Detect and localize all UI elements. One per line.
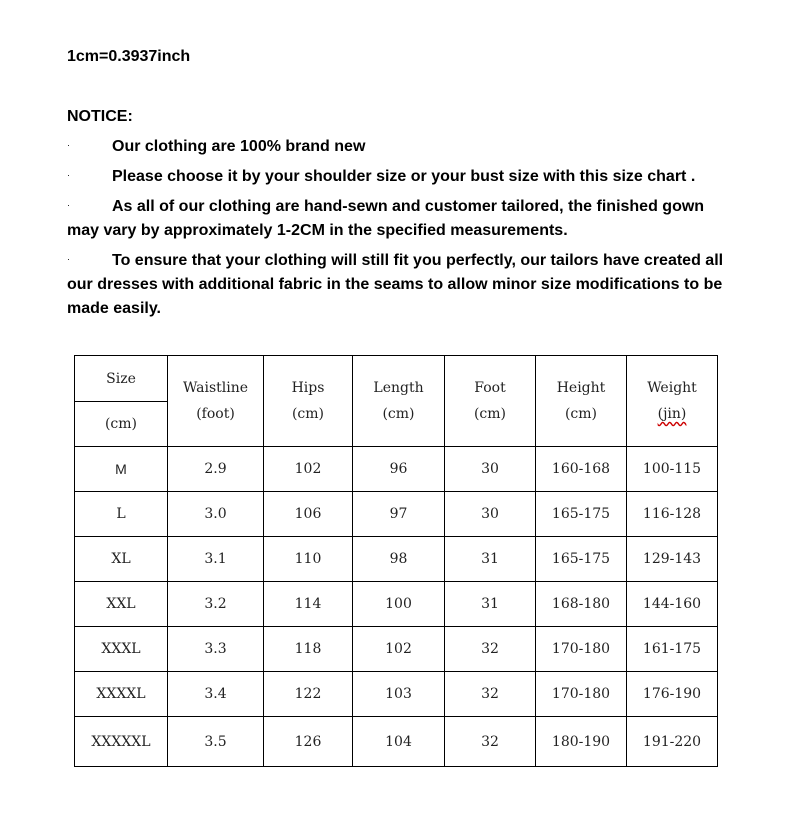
waistline-cell: 3.1 — [168, 537, 264, 582]
height-cell: 170-180 — [536, 627, 627, 672]
foot-cell: 32 — [445, 717, 536, 767]
header-label: Length — [373, 380, 424, 396]
height-cell: 165-175 — [536, 537, 627, 582]
hips-cell: 106 — [264, 492, 353, 537]
header-unit: (cm) — [291, 406, 325, 422]
size-cell: M — [75, 447, 168, 492]
bullet-mark: · — [67, 170, 70, 180]
notice-item — [67, 249, 732, 321]
weight-cell: 191-220 — [627, 717, 718, 767]
notice-item — [67, 135, 732, 159]
height-cell: 180-190 — [536, 717, 627, 767]
hips-cell: 126 — [264, 717, 353, 767]
bullet-mark: · — [67, 254, 70, 264]
foot-cell: 30 — [445, 447, 536, 492]
foot-cell: 31 — [445, 582, 536, 627]
length-cell: 100 — [353, 582, 445, 627]
table-row — [75, 537, 718, 582]
length-cell: 96 — [353, 447, 445, 492]
hips-cell: 110 — [264, 537, 353, 582]
weight-cell: 161-175 — [627, 627, 718, 672]
notice-item-text: Please choose it by your shoulder size or your bust size with this size chart . — [112, 168, 696, 185]
table-row — [75, 447, 718, 492]
header-label: Weight — [647, 380, 697, 396]
waistline-cell: 3.3 — [168, 627, 264, 672]
waistline-cell: 3.2 — [168, 582, 264, 627]
height-cell: 170-180 — [536, 672, 627, 717]
header-weight — [627, 356, 718, 447]
notice-item-text: Our clothing are 100% brand new — [112, 138, 366, 155]
notice-item — [67, 165, 732, 189]
notice-item-text: To ensure that your clothing will still fit you perfectly, our tailors have created all our dresses with additional fabric in the seams to allow minor size modifications to be made easily. — [67, 252, 724, 317]
header-label: Hips — [291, 380, 325, 396]
notice-heading: NOTICE: — [67, 108, 133, 125]
table-row — [75, 717, 718, 767]
foot-cell: 31 — [445, 537, 536, 582]
table-row — [75, 492, 718, 537]
length-cell: 97 — [353, 492, 445, 537]
size-cell: L — [75, 492, 168, 537]
foot-cell: 30 — [445, 492, 536, 537]
header-label: Foot — [474, 380, 506, 396]
height-cell: 160-168 — [536, 447, 627, 492]
height-cell: 165-175 — [536, 492, 627, 537]
header-hips — [264, 356, 353, 447]
table-row — [75, 672, 718, 717]
bullet-mark: · — [67, 140, 70, 150]
weight-cell: 100-115 — [627, 447, 718, 492]
bullet-mark: · — [67, 200, 70, 210]
notice-item — [67, 195, 732, 243]
length-cell: 102 — [353, 627, 445, 672]
hips-cell: 102 — [264, 447, 353, 492]
unit-conversion-note: 1cm=0.3937inch — [67, 48, 191, 65]
foot-cell: 32 — [445, 627, 536, 672]
header-label: Height — [556, 380, 606, 396]
table-row — [75, 627, 718, 672]
waistline-cell: 3.4 — [168, 672, 264, 717]
waistline-cell: 3.5 — [168, 717, 264, 767]
header-row — [75, 356, 718, 402]
header-unit: (foot) — [196, 406, 235, 422]
hips-cell: 122 — [264, 672, 353, 717]
header-size-label: Size — [75, 356, 168, 402]
weight-cell: 129-143 — [627, 537, 718, 582]
header-unit: (jin) — [657, 406, 687, 422]
size-cell: XXXL — [75, 627, 168, 672]
size-chart-table — [74, 355, 718, 767]
length-cell: 103 — [353, 672, 445, 717]
height-cell: 168-180 — [536, 582, 627, 627]
waistline-cell: 2.9 — [168, 447, 264, 492]
length-cell: 104 — [353, 717, 445, 767]
header-unit: (cm) — [382, 406, 415, 422]
size-cell: XXXXXL — [75, 717, 168, 767]
size-cell: XL — [75, 537, 168, 582]
notice-item-text: As all of our clothing are hand-sewn and customer tailored, the finished gown may vary by approximately 1-2CM in the specified measurements. — [67, 198, 705, 239]
table-row — [75, 582, 718, 627]
header-waistline — [168, 356, 264, 447]
header-size-unit: (cm) — [75, 402, 168, 447]
size-cell: XXXXL — [75, 672, 168, 717]
header-unit: (cm) — [473, 406, 507, 422]
waistline-cell: 3.0 — [168, 492, 264, 537]
hips-cell: 114 — [264, 582, 353, 627]
header-label: Waistline — [182, 380, 249, 396]
header-length — [353, 356, 445, 447]
header-height — [536, 356, 627, 447]
hips-cell: 118 — [264, 627, 353, 672]
foot-cell: 32 — [445, 672, 536, 717]
header-unit: (cm) — [564, 406, 598, 422]
header-foot — [445, 356, 536, 447]
weight-cell: 144-160 — [627, 582, 718, 627]
weight-cell: 116-128 — [627, 492, 718, 537]
size-cell: XXL — [75, 582, 168, 627]
length-cell: 98 — [353, 537, 445, 582]
weight-cell: 176-190 — [627, 672, 718, 717]
